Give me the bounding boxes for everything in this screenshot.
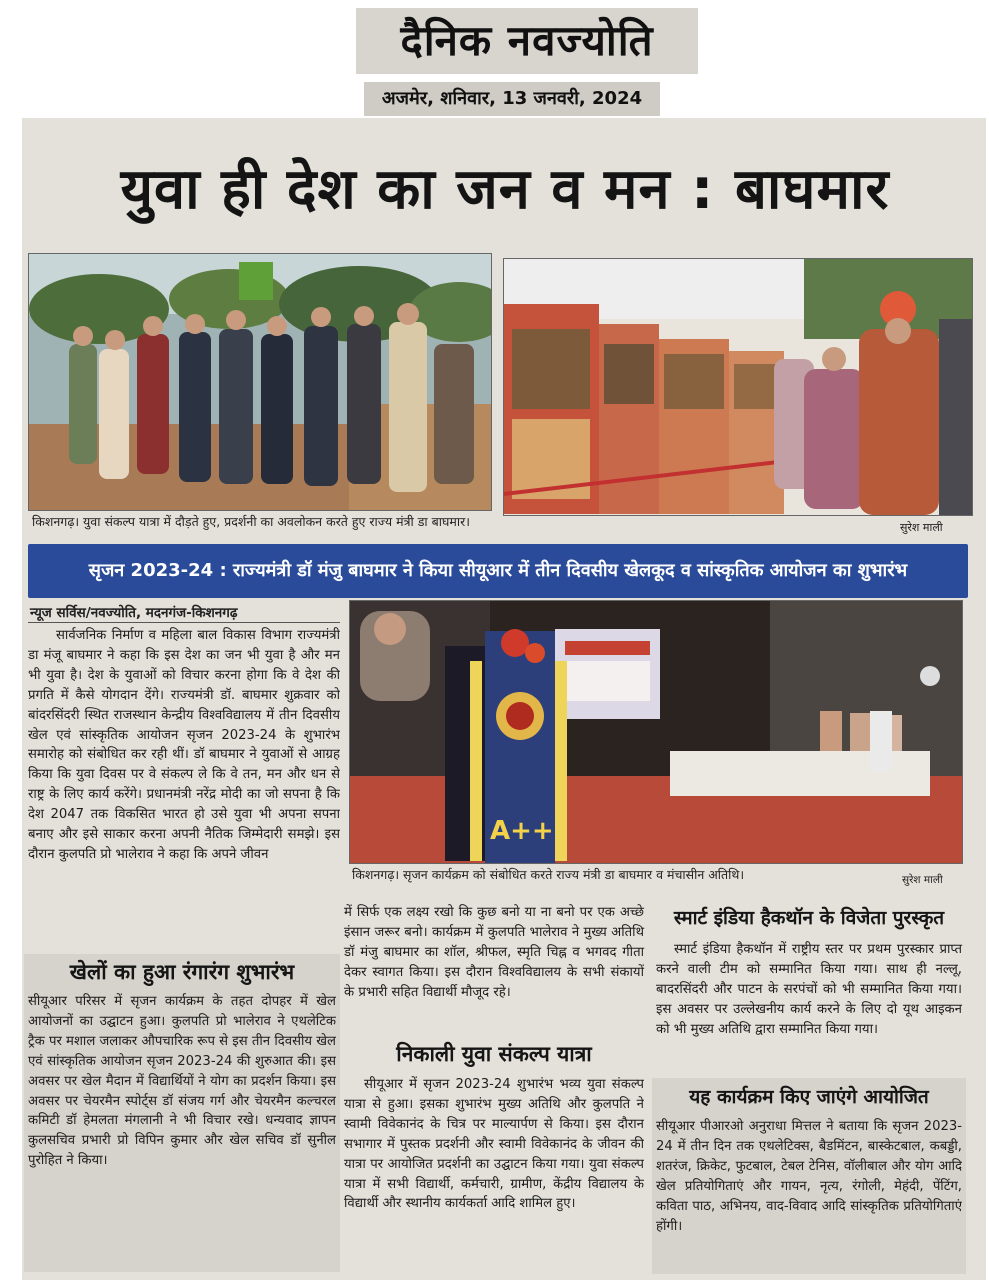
photo-mid-credit: सुरेश माली <box>902 874 943 886</box>
photo-top-credit: सुरेश माली <box>900 521 943 534</box>
photo-stage-event <box>349 600 963 864</box>
byline-rule <box>28 622 340 623</box>
article-body-1: सार्वजनिक निर्माण व महिला बाल विकास विभाग राज्यमंत्री डा मंजू बाघमार ने कहा कि इस देश का जन भी युवा है और मन भी युवा है। देश के युवाओं को विचार करना होगा कि वे देश की प्रगति में कैसे योगदान देंगे। राज्यमंत्री डॉ. बाघमार शुक्रवार को बांदरसिंदरी स्थित राजस्थान केन्द्रीय विश्वविद्यालय में तीन दिवसीय खेल एवं सांस्कृतिक आयोजन सृजन 2023-24 के शुभारंभ समारोह को संबोधित कर रही थीं। डॉ बाघमार ने युवाओं से आग्रह किया कि युवा दिवस पर वे संकल्प ले कि वे तन, मन और धन से राष्ट्र के लिए कार्य करेंगे। प्रधानमंत्री नरेंद्र मोदी का जो सपना है कि देश 2047 तक विकसित भारत हो उसे युवा भी अपना सपना बनाए और इसे साकार करना अपनी नैतिक जिम्मेदारी समझे। इस दौरान कुलपति प्रो भालेराव ने कहा कि अपने जीवन <box>28 628 340 862</box>
section-sports-text: सीयूआर परिसर में सृजन कार्यक्रम के तहत दोपहर में खेल आयोजनों का उद्घाटन हुआ। कुलपति प्रो भालेराव ने एथलेटिक ट्रैक पर मशाल जलाकर औपचारिक रूप से इस तीन दिवसीय खेल एवं सांस्कृतिक आयोजन सृजन 2023-24 की शुरुआत की। इस अवसर पर खेल मैदान में विद्यार्थियों ने योग का प्रदर्शन किया। इस अवसर पर चेयरमैन स्पोर्ट्स डॉ संजय गर्ग और चेयरमैन कल्चरल कमिटी डॉ हेमलता मंगलानी ने भी विचार रखे। धन्यवाद ज्ञापन कुलसचिव प्रभारी प्रो विपिन कुमार और खेल सचिव डॉ सुनील पुरोहित ने किया। <box>28 994 336 1169</box>
section-yatra-title: निकाली युवा संकल्प यात्रा <box>396 1042 592 1066</box>
photo-youth-rally <box>28 253 492 511</box>
article-body-2: में सिर्फ एक लक्ष्य रखो कि कुछ बनो या ना बनो पर एक अच्छे इंसान जरूर बनो। कार्यक्रम में कुलपति भालेराव ने मुख्य अतिथि डॉ मंजु बाघमार का शॉल, श्रीफल, स्मृति चिह्न व भगवद गीता देकर स्वागत किया। इस दौरान विश्वविद्यालय के सभी संकायों के प्रभारी सहित विद्यार्थी मौजूद रहे। <box>344 905 644 1000</box>
dateline: अजमेर, शनिवार, 13 जनवरी, 2024 <box>364 82 660 116</box>
newspaper-masthead <box>356 8 698 74</box>
section-events <box>656 1117 962 1273</box>
section-events-text: सीयूआर पीआरओ अनुराधा मित्तल ने बताया कि सृजन 2023-24 में तीन दिन तक एथलेटिक्स, बैडमिंटन, बास्केटबाल, कबड्डी, शतरंज, क्रिकेट, फुटबाल, टेबल टेनिस, वॉलीबाल और योग आदि खेल प्रतियोगिताएं और गायन, नृत्य, रंगोली, मेहंदी, पेंटिंग, कविता पाठ, अभिनय, वाद-विवाद आदि सांस्कृतिक प्रतियोगिताएं होंगी। <box>656 1119 962 1234</box>
section-yatra <box>344 1075 644 1275</box>
newspaper-name: दैनिक नवज्योति <box>400 16 654 65</box>
article-column-1 <box>28 626 340 944</box>
article-column-2-top <box>344 903 644 1003</box>
photo-mid-caption: किशनगढ़। सृजन कार्यक्रम को संबोधित करते राज्य मंत्री डा बाघमार व मंचासीन अतिथि। <box>352 867 745 882</box>
section-sports <box>28 992 336 1270</box>
section-yatra-text: सीयूआर में सृजन 2023-24 शुभारंभ भव्य युवा संकल्प यात्रा से हुआ। इसका शुभारंभ मुख्य अतिथि और कुलपति ने स्वामी विवेकानंद के चित्र पर माल्यार्पण से किया। इस दौरान सभागार में पुस्तक प्रदर्शनी और स्वामी विवेकानंद के जीवन की यात्रा पर आयोजित प्रदर्शनी का उद्घाटन किया गया। युवा संकल्प यात्रा में सभी विद्यार्थी, कर्मचारी, ग्रामीण, केंद्रीय विद्यालय के विद्यार्थी और स्थानीय कार्यकर्ता आदि शामिल हुए। <box>344 1077 644 1212</box>
section-hackathon-title: स्मार्ट इंडिया हैकथॉन के विजेता पुरस्कृत <box>673 907 945 929</box>
section-hackathon-text: स्मार्ट इंडिया हैकथॉन में राष्ट्रीय स्तर पर प्रथम पुरस्कार प्राप्त करने वाली टीम को सम्मानित किया गया। साथ ही नल्लू, बादरसिंदरी और पाटन के सरपंचों को भी सम्मानित किया गया। इस अवसर पर उल्लेखनीय कार्य करने के लिए दो यूथ आइकन को भी मुख्य अतिथि द्वारा सम्मानित किया गया। <box>656 942 962 1037</box>
photo-top-caption: किशनगढ़। युवा संकल्प यात्रा में दौड़ते हुए, प्रदर्शनी का अवलोकन करते हुए राज्य मंत्री डा बाघमार। <box>32 514 470 529</box>
podium-text: A++ <box>490 816 554 846</box>
photo-exhibition <box>503 258 973 516</box>
section-hackathon <box>656 940 962 1040</box>
byline: न्यूज सर्विस/नवज्योति, मदनगंज-किशनगढ़ <box>30 605 238 621</box>
section-events-title: यह कार्यक्रम किए जाएंगे आयोजित <box>689 1086 929 1108</box>
subheadline-banner: सृजन 2023-24 : राज्यमंत्री डॉ मंजु बाघमार ने किया सीयूआर में तीन दिवसीय खेलकूद व सांस्कृतिक आयोजन का शुभारंभ <box>28 544 968 598</box>
headline: युवा ही देश का जन व मन : बाघमार <box>120 157 890 222</box>
section-sports-title: खेलों का हुआ रंगारंग शुभारंभ <box>69 960 295 984</box>
